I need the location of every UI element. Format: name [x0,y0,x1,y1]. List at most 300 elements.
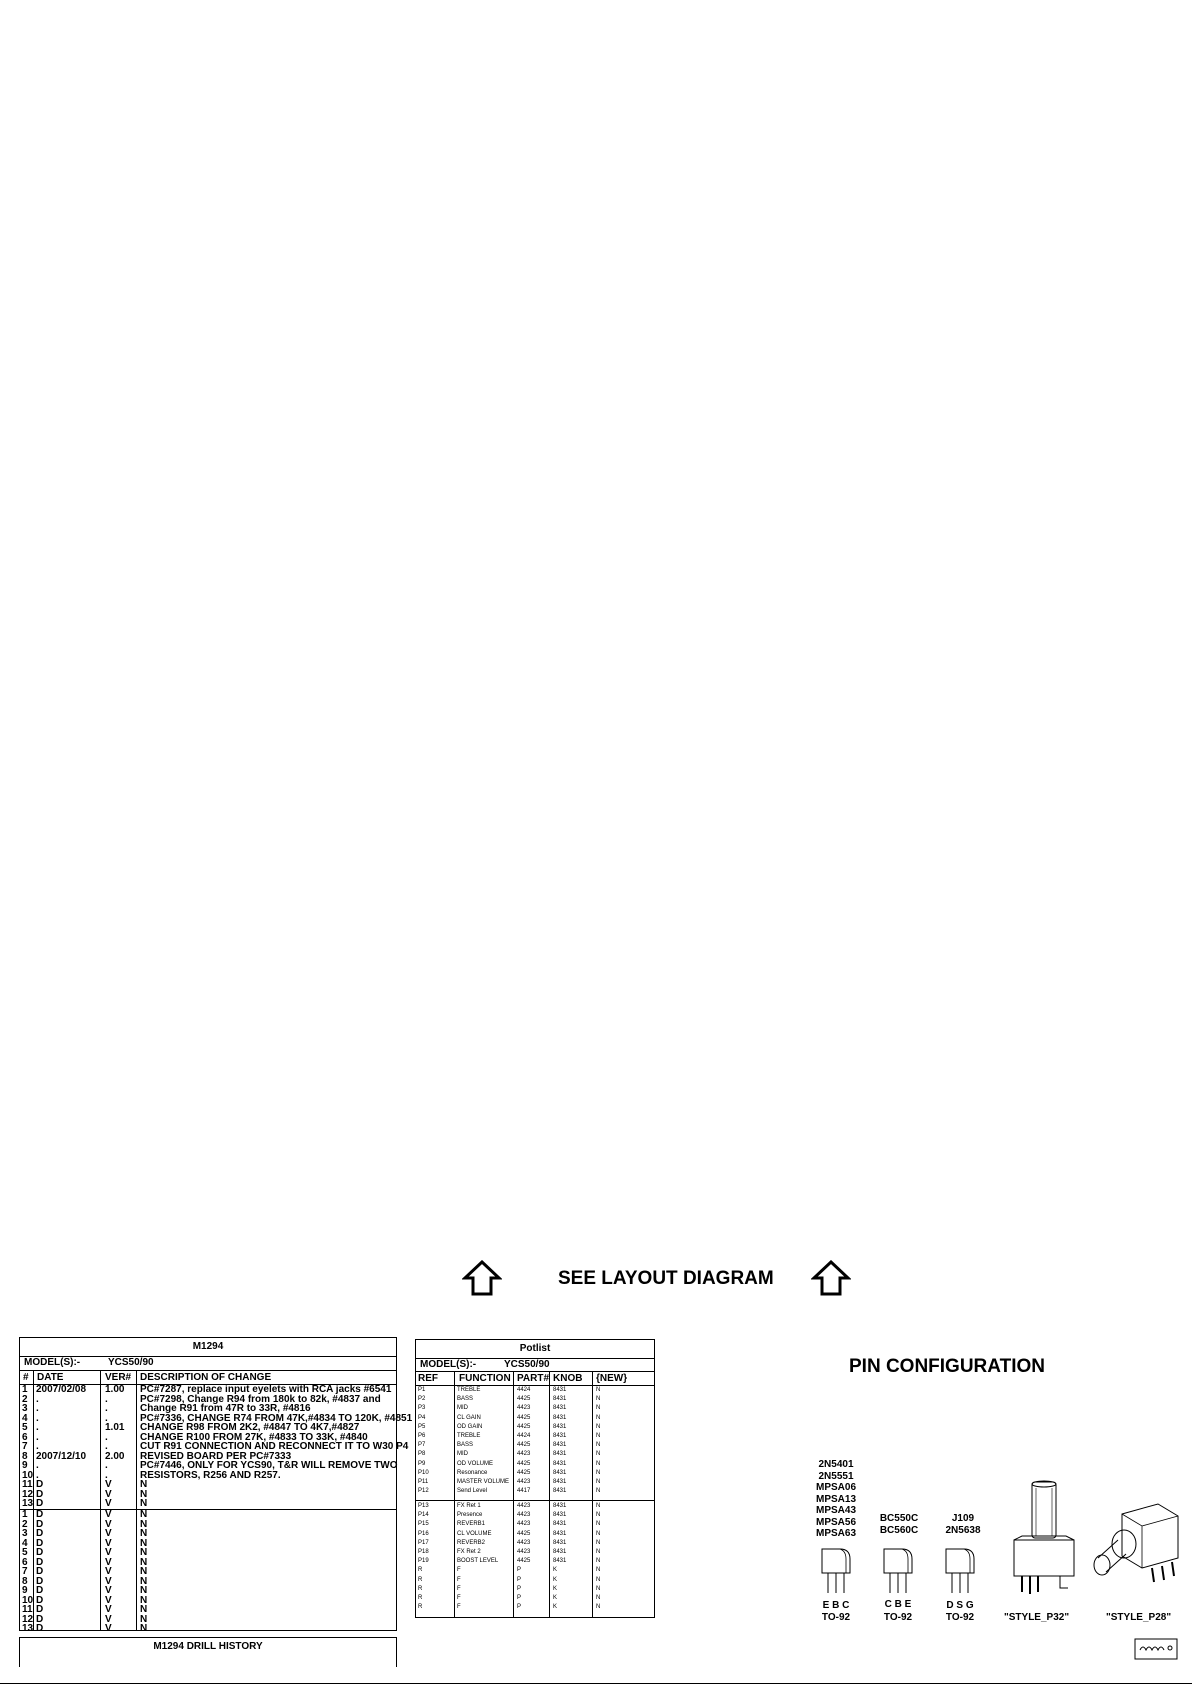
potlist-row-cell: 4424 [517,1387,531,1393]
potlist-row-cell: N [596,1442,601,1449]
revision-row-cell: CHANGE R98 FROM 2K2, #4847 TO 4K7,#4827 [140,1422,360,1433]
potlist-row-cell: P17 [418,1539,429,1546]
potlist-row [416,1478,654,1487]
col-header-date: DATE [37,1372,64,1383]
potlist-model-label: MODEL(S):- [420,1359,477,1370]
potlist-row-cell: N [596,1387,601,1393]
potlist-row-cell: OD VOLUME [457,1460,494,1467]
potlist-row-cell: 8431 [553,1549,567,1555]
potlist-row-cell: 8431 [553,1521,567,1528]
revision-row-cell: PC#7336, CHANGE R74 FROM 47K,#4834 TO 120K, #4851 [140,1412,413,1424]
potlist-row-cell: MID [457,1405,468,1412]
potlist-row-cell: P [517,1585,522,1592]
potlist-title: Potlist [416,1340,654,1359]
potlist-row-cell: Resonance [457,1469,488,1476]
potlist-row-cell: N [596,1460,601,1467]
potlist-row-cell: P16 [418,1530,429,1537]
potlist-row-cell: 4425 [517,1460,531,1467]
potlist-row-cell: BASS [457,1396,474,1403]
potlist-row-cell: P7 [418,1442,426,1449]
potlist-row [416,1594,654,1603]
potlist-row [416,1511,654,1520]
revision-row-cell: 2007/12/10 [36,1450,87,1462]
revision-row-cell: N [140,1479,148,1490]
potlist-row-cell: R [418,1604,423,1611]
revision-row [20,1577,396,1587]
revision-row [20,1520,396,1530]
layout-banner: SEE LAYOUT DIAGRAM [558,1268,774,1289]
revision-row-cell: N [140,1604,148,1615]
potlist-row-cell: 8431 [553,1512,567,1519]
potlist-row-cell: P [517,1576,522,1583]
revision-row-cell: 6 [22,1431,28,1443]
revision-row-cell: RESISTORS, R256 AND R257. [140,1469,281,1481]
revision-model-row [20,1356,396,1371]
potlist-row-cell: 4425 [517,1530,531,1537]
revision-row-cell: . [36,1393,39,1405]
revision-row-cell: . [105,1460,108,1471]
revision-row-cell: N [140,1594,148,1606]
potlist-row-cell: N [596,1521,601,1528]
potlist-row [416,1395,654,1404]
revision-row-cell: D [36,1575,44,1587]
part-name: MPSA56 [815,1516,856,1528]
revision-row-cell: 13 [22,1498,34,1509]
potlist-row-cell: 8431 [553,1503,567,1509]
revision-row-cell: D [36,1585,44,1596]
potlist-row-cell: N [596,1604,601,1611]
part-name: BC560C [879,1524,919,1536]
potlist-row-cell: MASTER VOLUME [457,1479,510,1485]
potlist-row-cell: Presence [457,1512,483,1519]
revision-row-cell: V [105,1479,112,1490]
revision-row-cell: PC#7287, replace input eyelets with RCA jacks #6541 [140,1384,392,1395]
revision-row-cell: 13 [22,1623,34,1634]
up-arrow-icon [811,1260,851,1296]
revision-row-cell: N [140,1518,148,1530]
revision-row-cell: V [105,1518,112,1530]
potlist-row-cell: F [457,1595,461,1601]
revision-row-cell: 2 [22,1518,28,1530]
part-name: 2N5638 [945,1524,981,1536]
coil-symbol-icon [1134,1638,1178,1660]
potlist-row-cell: FX Ret 1 [457,1503,481,1509]
potlist-row-cell: 4425 [517,1442,531,1449]
potlist-row-cell: 4423 [517,1549,531,1555]
potlist-row-cell: 8431 [553,1414,567,1421]
package-label: TO-92 [821,1612,851,1623]
revision-row-cell: 12 [22,1488,34,1500]
potlist-row-cell: N [596,1512,601,1519]
revision-row-cell: 6 [22,1556,28,1568]
model-value: YCS50/90 [108,1357,154,1368]
potlist-row-cell: 8431 [553,1387,567,1393]
potlist-row-cell: N [596,1539,601,1546]
potlist-row [416,1520,654,1529]
potlist-row-cell: N [596,1396,601,1403]
potlist-row-cell: K [553,1604,558,1611]
revision-row-cell: D [36,1623,44,1634]
revision-row-cell: CHANGE R100 FROM 27K, #4833 TO 33K, #4840 [140,1431,368,1443]
revision-row-cell: 2007/02/08 [36,1384,87,1395]
potlist-row-cell: K [553,1585,558,1592]
revision-row-cell: D [36,1488,44,1500]
part-name: MPSA13 [815,1493,856,1505]
revision-row-cell: V [105,1594,112,1606]
potlist-row [416,1386,654,1395]
revision-row-cell: N [140,1613,148,1625]
potlist-row-cell: 8431 [553,1433,567,1439]
revision-row-cell: V [105,1556,112,1568]
potlist-row-cell: N [596,1585,601,1592]
potlist-row-cell: CL VOLUME [457,1530,492,1537]
transistor-group-3-parts [935,1513,991,1536]
pot-style-p28-icon [1092,1500,1184,1590]
revision-row-cell: N [140,1488,148,1500]
potlist-row-cell: 4425 [517,1423,531,1430]
revision-row-cell: . [36,1460,39,1471]
potlist-row-cell: F [457,1585,461,1592]
potlist-row-cell: R [418,1595,423,1601]
potlist-row-cell: R [418,1585,423,1592]
revision-row [20,1510,396,1520]
potlist-row-cell: K [553,1567,558,1574]
revision-row-cell: . [105,1412,108,1424]
revision-row-cell: N [140,1498,148,1509]
revision-row-cell: . [36,1441,39,1452]
revision-row-cell: N [140,1556,148,1568]
potlist-row-cell: N [596,1549,601,1555]
pin-order-label: C B E [884,1599,912,1610]
potlist-row-cell: P10 [418,1469,429,1476]
potlist-row-cell: 4425 [517,1396,531,1403]
potlist-row-cell: P4 [418,1414,426,1421]
up-arrow-icon [462,1260,502,1296]
revision-row-cell: 7 [22,1566,28,1577]
potlist-row-cell: N [596,1469,601,1476]
pot-style-p32-label: "STYLE_P32" [1004,1612,1070,1623]
revision-row-cell: 5 [22,1422,28,1433]
revision-row-cell: . [36,1431,39,1443]
potlist-row-cell: REVERB1 [457,1521,486,1528]
potlist-row [416,1432,654,1441]
part-name: BC550C [879,1513,919,1524]
potlist-row [416,1566,654,1575]
revision-row-cell: N [140,1566,148,1577]
revision-row-cell: D [36,1604,44,1615]
potlist-row-cell: N [596,1530,601,1537]
potlist-row-cell: P6 [418,1433,426,1439]
revision-row-cell: D [36,1566,44,1577]
revision-row-cell: 11 [22,1604,33,1615]
part-name: J109 [951,1513,975,1524]
potlist-row-cell: Send Level [457,1488,488,1495]
potlist-row-cell: K [553,1576,558,1583]
pot-style-p32-icon [1008,1480,1080,1600]
transistor-group-1-parts [808,1459,864,1540]
revision-row-cell: . [105,1469,108,1481]
revision-row-cell: . [36,1422,39,1433]
potlist-row-cell: 4417 [517,1488,531,1495]
potlist-row-cell: 8431 [553,1488,567,1495]
revision-row-cell: 3 [22,1528,28,1539]
potlist-row-cell: P19 [418,1558,429,1565]
potlist-row [416,1441,654,1450]
revision-row-cell: Change R91 from 47R to 33R, #4816 [140,1403,311,1414]
revision-row-cell: D [36,1498,44,1509]
potlist-row-cell: 4423 [517,1521,531,1528]
potlist-row-cell: 4424 [517,1433,531,1439]
drill-history-table [19,1637,397,1667]
potlist-row-cell: 4423 [517,1405,531,1412]
potlist-row-cell: 4423 [517,1503,531,1509]
potlist-row-cell: P [517,1595,522,1601]
potlist-row [416,1469,654,1478]
revision-row-cell: 10 [22,1469,34,1481]
potlist-row-cell: 8431 [553,1539,567,1546]
part-name: MPSA06 [815,1482,856,1493]
revision-row-cell: D [36,1518,44,1530]
pot-style-p28-label: "STYLE_P28" [1106,1612,1172,1623]
potlist-row-cell: 8431 [553,1405,567,1412]
part-name: MPSA63 [815,1528,856,1539]
potlist-col-part: PART# [517,1373,550,1384]
potlist-row-cell: 8431 [553,1479,567,1485]
potlist-model-row [416,1358,654,1372]
potlist-table [415,1339,655,1618]
potlist-row-cell: N [596,1488,601,1495]
potlist-row-cell: N [596,1576,601,1583]
potlist-row-cell: R [418,1567,423,1574]
potlist-row [416,1603,654,1612]
potlist-row [416,1548,654,1557]
revision-row-cell: . [105,1403,108,1414]
potlist-row-cell: P1 [418,1387,426,1393]
potlist-row-cell: MID [457,1451,468,1458]
revision-row-cell: 9 [22,1585,28,1596]
revision-row-cell: D [36,1509,44,1520]
potlist-row [416,1487,654,1496]
potlist-row-cell: N [596,1479,601,1485]
revision-row-cell: N [140,1575,148,1587]
revision-row-cell: 4 [22,1412,28,1424]
potlist-row [416,1414,654,1423]
revision-row-cell: N [140,1537,148,1549]
revision-row-cell: 9 [22,1460,28,1471]
revision-row-cell: . [36,1469,39,1481]
revision-row [20,1480,396,1490]
revision-row-cell: N [140,1509,148,1520]
potlist-row [416,1423,654,1432]
potlist-row-cell: P9 [418,1460,426,1467]
pin-order-label: D S G [946,1600,974,1611]
to92-package-icon [818,1545,854,1595]
potlist-row-cell: P [517,1567,522,1574]
potlist-col-new: {NEW} [596,1373,628,1384]
revision-row-cell: 11 [22,1479,33,1490]
potlist-row-cell: F [457,1604,461,1611]
revision-row-cell: 1 [22,1509,28,1520]
revision-row-cell: . [105,1431,108,1443]
potlist-row-cell: R [418,1576,423,1583]
revision-row-cell: 3 [22,1403,28,1414]
potlist-row-cell: P14 [418,1512,429,1519]
revision-row-cell: 1.00 [105,1384,125,1395]
revision-row-cell: V [105,1528,112,1539]
package-label: TO-92 [945,1612,975,1623]
potlist-row-cell: P5 [418,1423,426,1430]
revision-row-cell: D [36,1528,44,1539]
part-name: 2N5551 [818,1470,854,1482]
revision-row [20,1567,396,1577]
potlist-row-cell: 8431 [553,1530,567,1537]
potlist-row-cell: REVERB2 [457,1539,486,1546]
potlist-row-cell: 4425 [517,1469,531,1476]
revision-row [20,1558,396,1568]
potlist-row-cell: P3 [418,1405,426,1412]
revision-row-cell: 12 [22,1613,34,1625]
potlist-row-cell: P2 [418,1396,426,1403]
potlist-row-cell: N [596,1451,601,1458]
potlist-row-cell: BOOST LEVEL [457,1558,499,1565]
potlist-row-cell: F [457,1576,461,1583]
revision-row-cell: V [105,1537,112,1549]
potlist-row-cell: N [596,1433,601,1439]
potlist-row [416,1557,654,1566]
col-header-ver: VER# [105,1372,132,1383]
revision-row-cell: V [105,1613,112,1625]
revision-row-cell: 4 [22,1537,28,1549]
potlist-row [416,1450,654,1459]
revision-row-cell: CUT R91 CONNECTION AND RECONNECT IT TO W30 P4 [140,1441,409,1452]
potlist-row-cell: 8431 [553,1396,567,1403]
revision-row [20,1529,396,1539]
revision-row-cell: V [105,1623,112,1634]
potlist-row-cell: N [596,1414,601,1421]
revision-row-cell: . [105,1441,108,1452]
revision-row-cell: 1 [22,1384,28,1395]
potlist-row-cell: P15 [418,1521,429,1528]
col-header-description: DESCRIPTION OF CHANGE [140,1372,272,1383]
potlist-row-cell: N [596,1423,601,1430]
revision-row-cell: D [36,1556,44,1568]
potlist-row-cell: 4423 [517,1539,531,1546]
revision-row-cell: PC#7298, Change R94 from 180k to 82k, #4837 and [140,1393,381,1405]
potlist-row [416,1502,654,1511]
potlist-row-cell: F [457,1567,461,1574]
potlist-model-value: YCS50/90 [504,1359,550,1370]
revision-table [19,1337,413,1634]
revision-row [20,1548,396,1558]
revision-row-cell: D [36,1613,44,1625]
potlist-row-cell: 8431 [553,1451,567,1458]
revision-row-cell: 8 [22,1575,28,1587]
to92-package-icon [942,1545,978,1595]
potlist-row [416,1585,654,1594]
potlist-row-cell: OD GAIN [457,1423,483,1430]
potlist-row-cell: P8 [418,1451,426,1458]
revision-row [20,1539,396,1549]
revision-row-cell: 7 [22,1441,28,1452]
revision-row-cell: D [36,1537,44,1549]
potlist-row [416,1576,654,1585]
to92-package-icon [880,1545,916,1595]
revision-row-cell: N [140,1623,148,1634]
revision-row-cell: 2 [22,1393,28,1405]
page-bottom-border [0,1683,1192,1684]
potlist-row-cell: TREBLE [457,1387,481,1393]
revision-row-cell: 10 [22,1594,34,1606]
revision-row [20,1586,396,1596]
transistor-group-2-parts [871,1513,927,1536]
potlist-row-cell: 4423 [517,1512,531,1519]
potlist-row [416,1530,654,1539]
revision-row-cell: V [105,1488,112,1500]
revision-row [20,1499,396,1509]
part-name: 2N5401 [818,1459,854,1470]
revision-row [20,1596,396,1606]
potlist-row-cell: 8431 [553,1442,567,1449]
potlist-row-cell: BASS [457,1442,474,1449]
revision-row [20,1624,396,1634]
potlist-row-cell: CL GAIN [457,1414,481,1421]
potlist-row [416,1404,654,1413]
potlist-row-cell: 8431 [553,1423,567,1430]
revision-row-cell: V [105,1498,112,1509]
revision-row-cell: D [36,1479,44,1490]
revision-row-cell: 5 [22,1547,28,1558]
potlist-row-cell: 8431 [553,1460,567,1467]
potlist-row-cell: TREBLE [457,1433,481,1439]
potlist-row-cell: 4425 [517,1414,531,1421]
revision-row-cell: . [36,1412,39,1424]
potlist-row-cell: N [596,1405,601,1412]
revision-row-cell: V [105,1566,112,1577]
revision-row [20,1605,396,1615]
potlist-row [416,1539,654,1548]
potlist-row-cell: N [596,1595,601,1601]
revision-row-cell: N [140,1547,148,1558]
drill-history-title: M1294 DRILL HISTORY [153,1641,263,1652]
potlist-row-cell: K [553,1595,558,1601]
revision-row-cell: PC#7446, ONLY FOR YCS90, T&R WILL REMOVE TWO [140,1460,398,1471]
potlist-row-cell: N [596,1503,601,1509]
revision-row-cell: N [140,1585,148,1596]
revision-row-cell: V [105,1575,112,1587]
potlist-row-cell: 4423 [517,1479,531,1485]
revision-row-cell: . [105,1393,108,1405]
potlist-row-cell: 4423 [517,1451,531,1458]
potlist-row-cell: P12 [418,1488,429,1495]
potlist-row-cell: P18 [418,1549,429,1555]
part-name: MPSA43 [815,1505,856,1516]
potlist-row [416,1460,654,1469]
revision-row-cell: V [105,1509,112,1520]
revision-row-cell: D [36,1594,44,1606]
potlist-row-cell: N [596,1558,601,1565]
potlist-col-knob: KNOB [553,1373,583,1384]
revision-row-cell: 2.00 [105,1450,125,1462]
col-header-num: # [23,1372,29,1383]
potlist-row-cell: 4425 [517,1558,531,1565]
revision-row-cell: V [105,1604,112,1615]
revision-row-cell: 8 [22,1450,28,1462]
revision-row [20,1490,396,1500]
revision-row-cell: D [36,1547,44,1558]
package-label: TO-92 [883,1612,913,1623]
pin-config-title: PIN CONFIGURATION [849,1356,1045,1377]
revision-row-cell: REVISED BOARD PER PC#7333 [140,1450,292,1462]
